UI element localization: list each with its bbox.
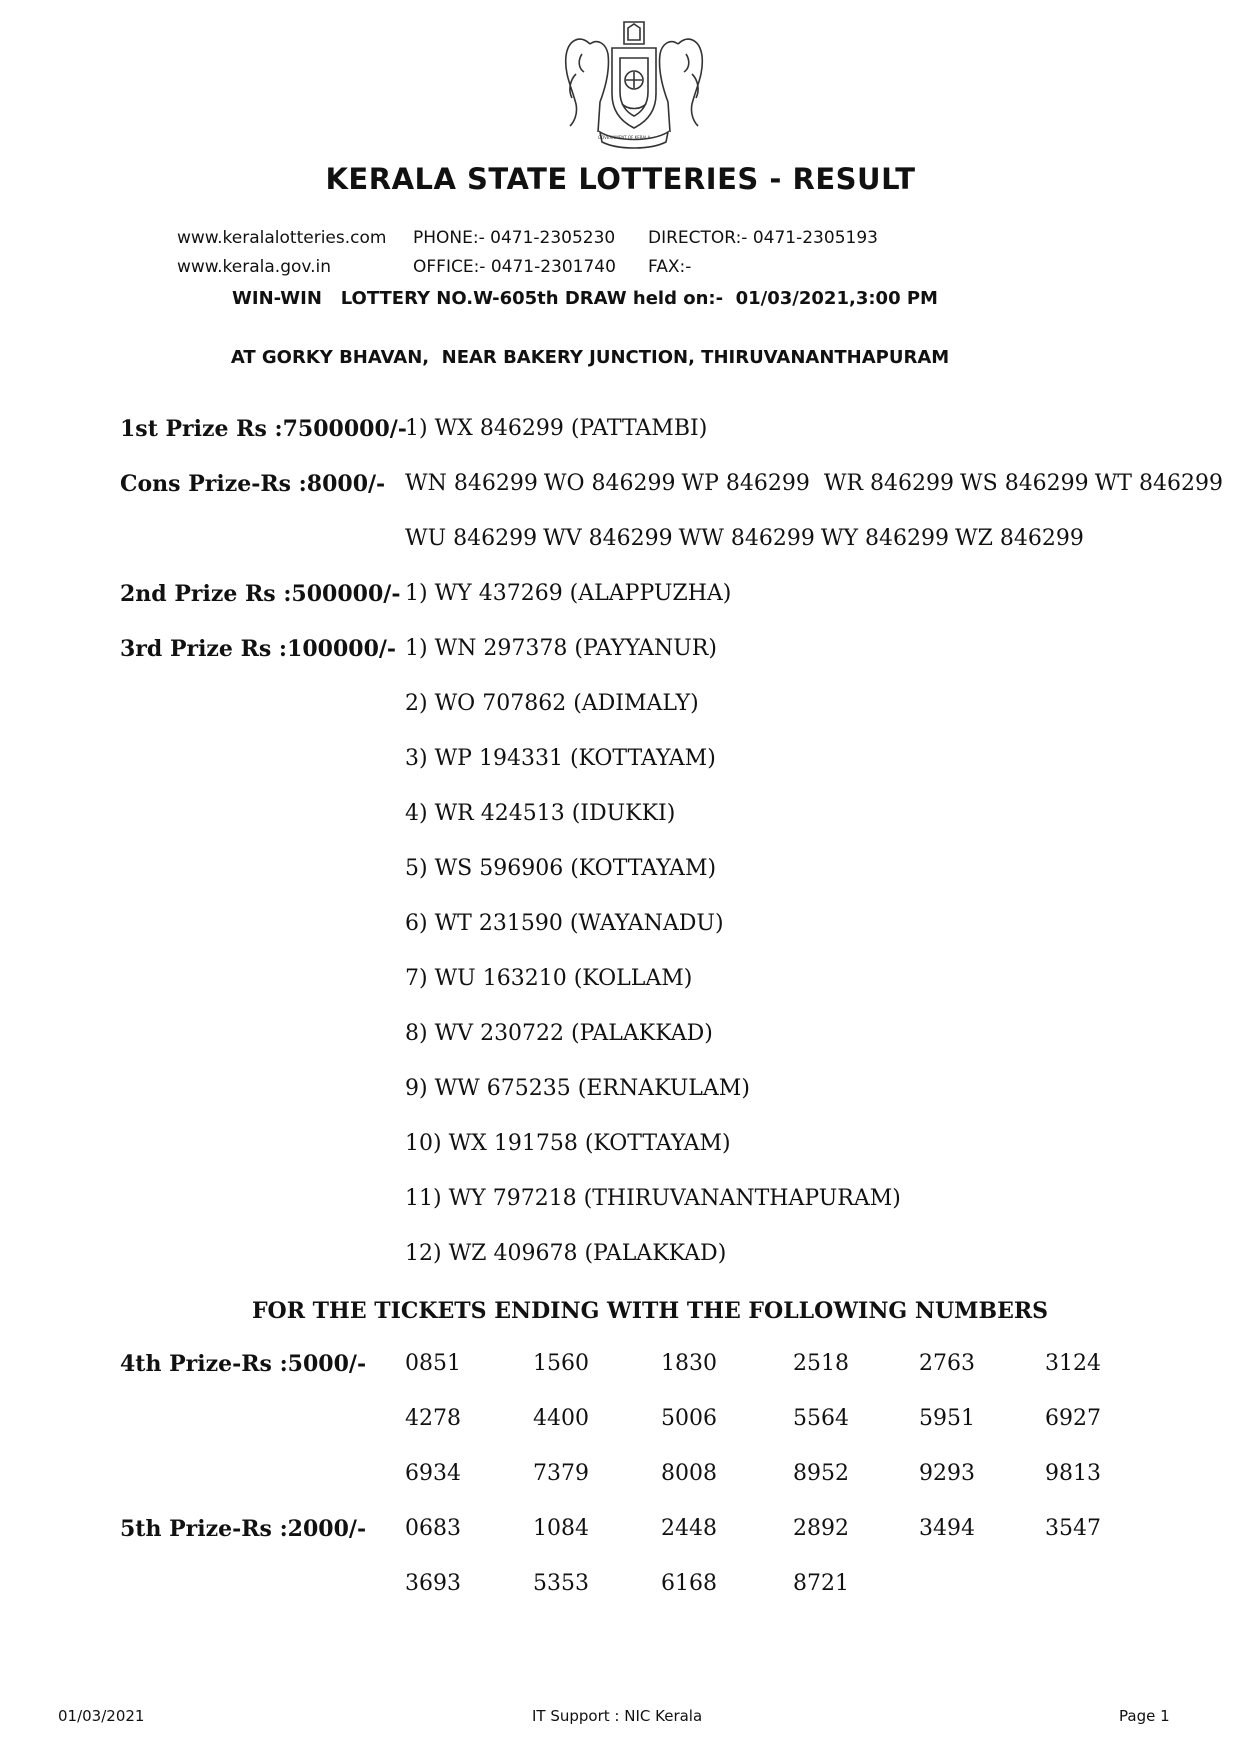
kerala-state-emblem — [560, 14, 708, 150]
ending-number: 5564 — [793, 1406, 849, 1431]
third-prize-winner: 11) WY 797218 (THIRUVANANTHAPURAM) — [405, 1186, 901, 1211]
consolation-prize-label: Cons Prize-Rs :8000/- — [120, 471, 386, 497]
ending-number: 2518 — [793, 1351, 849, 1376]
consolation-number: WO 846299 — [543, 471, 676, 496]
consolation-number: WT 846299 — [1094, 471, 1223, 496]
ending-number: 6927 — [1045, 1406, 1101, 1431]
ending-number: 1084 — [533, 1516, 589, 1541]
consolation-number: WN 846299 — [405, 471, 538, 496]
fourth-prize-label: 4th Prize-Rs :5000/- — [120, 1351, 367, 1377]
website-link-keralalotteries[interactable]: www.keralalotteries.com — [177, 228, 387, 248]
ending-number: 2892 — [793, 1516, 849, 1541]
draw-info: WIN-WIN LOTTERY NO.W-605th DRAW held on:- 01/03/2021,3:00 PM — [232, 288, 938, 309]
director-phone: DIRECTOR:- 0471-2305193 — [648, 228, 878, 248]
ending-number: 9293 — [919, 1461, 975, 1486]
phone-number: PHONE:- 0471-2305230 — [413, 228, 616, 248]
page-title: KERALA STATE LOTTERIES - RESULT — [325, 162, 916, 196]
consolation-number: WP 846299 — [681, 471, 810, 496]
third-prize-winner: 1) WN 297378 (PAYYANUR) — [405, 636, 717, 661]
third-prize-label: 3rd Prize Rs :100000/- — [120, 636, 397, 662]
ending-number: 3124 — [1045, 1351, 1101, 1376]
second-prize-label: 2nd Prize Rs :500000/- — [120, 581, 401, 607]
ending-number: 3547 — [1045, 1516, 1101, 1541]
ending-numbers-heading: FOR THE TICKETS ENDING WITH THE FOLLOWING NUMBERS — [251, 1298, 1049, 1324]
first-prize-winner: 1) WX 846299 (PATTAMBI) — [405, 416, 708, 441]
third-prize-winner: 10) WX 191758 (KOTTAYAM) — [405, 1131, 731, 1156]
ending-number: 7379 — [533, 1461, 589, 1486]
ending-number: 1560 — [533, 1351, 589, 1376]
ending-number: 2448 — [661, 1516, 717, 1541]
consolation-number: WZ 846299 — [954, 526, 1084, 551]
ending-number: 0683 — [405, 1516, 461, 1541]
consolation-number: WS 846299 — [960, 471, 1089, 496]
third-prize-winner: 6) WT 231590 (WAYANADU) — [405, 911, 724, 936]
ending-number: 5353 — [533, 1571, 589, 1596]
third-prize-winner: 8) WV 230722 (PALAKKAD) — [405, 1021, 713, 1046]
third-prize-winner: 3) WP 194331 (KOTTAYAM) — [405, 746, 716, 771]
ending-number: 8721 — [793, 1571, 849, 1596]
consolation-number: WY 846299 — [820, 526, 949, 551]
third-prize-winner: 2) WO 707862 (ADIMALY) — [405, 691, 699, 716]
ending-number: 5006 — [661, 1406, 717, 1431]
third-prize-winner: 4) WR 424513 (IDUKKI) — [405, 801, 676, 826]
draw-venue: AT GORKY BHAVAN, NEAR BAKERY JUNCTION, THIRUVANANTHAPURAM — [230, 347, 950, 368]
ending-number: 8008 — [661, 1461, 717, 1486]
ending-number: 9813 — [1045, 1461, 1101, 1486]
third-prize-winner: 9) WW 675235 (ERNAKULAM) — [405, 1076, 750, 1101]
consolation-numbers-row-2 — [405, 526, 1084, 551]
ending-number: 1830 — [661, 1351, 717, 1376]
third-prize-winner: 7) WU 163210 (KOLLAM) — [405, 966, 693, 991]
footer-page-number: Page 1 — [1119, 1707, 1170, 1725]
third-prize-winner: 5) WS 596906 (KOTTAYAM) — [405, 856, 717, 881]
first-prize-label: 1st Prize Rs :7500000/- — [120, 416, 407, 442]
emblem-caption: GOVERNMENT OF KERALA — [598, 135, 651, 140]
ending-number: 3494 — [919, 1516, 975, 1541]
footer-date: 01/03/2021 — [58, 1707, 145, 1725]
fifth-prize-label: 5th Prize-Rs :2000/- — [120, 1516, 367, 1542]
consolation-number: WR 846299 — [823, 471, 955, 496]
fax-number: FAX:- — [648, 257, 692, 277]
website-link-kerala-gov[interactable]: www.kerala.gov.in — [177, 257, 332, 277]
ending-number: 3693 — [405, 1571, 461, 1596]
consolation-number: WW 846299 — [678, 526, 815, 551]
ending-number: 2763 — [919, 1351, 975, 1376]
ending-number: 8952 — [793, 1461, 849, 1486]
ending-number: 0851 — [405, 1351, 461, 1376]
ending-number: 4278 — [405, 1406, 461, 1431]
consolation-number: WV 846299 — [543, 526, 673, 551]
second-prize-winner: 1) WY 437269 (ALAPPUZHA) — [405, 581, 732, 606]
ending-number: 6934 — [405, 1461, 461, 1486]
consolation-number: WU 846299 — [405, 526, 538, 551]
ending-number: 6168 — [661, 1571, 717, 1596]
office-phone: OFFICE:- 0471-2301740 — [413, 257, 616, 277]
ending-number: 5951 — [919, 1406, 975, 1431]
footer-support: IT Support : NIC Kerala — [532, 1707, 703, 1725]
ending-number: 4400 — [533, 1406, 589, 1431]
third-prize-winner: 12) WZ 409678 (PALAKKAD) — [405, 1241, 727, 1266]
consolation-numbers-row-1 — [405, 471, 1223, 496]
